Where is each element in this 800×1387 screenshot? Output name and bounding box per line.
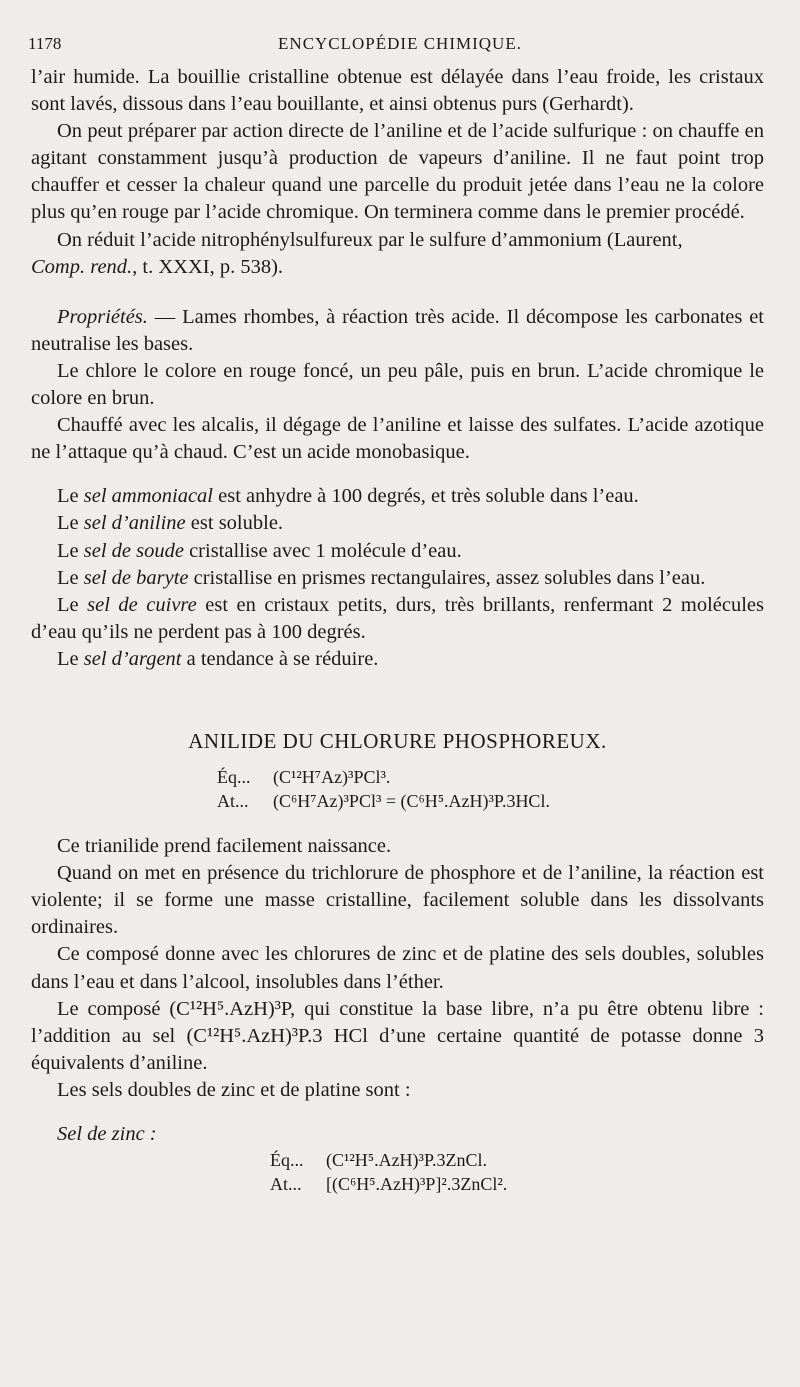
paragraph-chlorine: Le chlore le colore en rouge foncé, un peu pâle, puis en brun. L’acide chromique le colore en brun. [31, 359, 764, 410]
paragraph-properties: Propriétés. — Lames rhombes, à réaction très acide. Il décompose les carbonates et neutralise les bases. [31, 305, 764, 355]
page-header [28, 34, 772, 58]
zinc-formula-atomic: At... [(C⁶H⁵.AzH)³P]².3ZnCl². [270, 1174, 508, 1195]
paragraph-alkalis: Chauffé avec les alcalis, il dégage de l’aniline et laisse des sulfates. L’acide azotique ne l’attaque qu’à chaud. C’est un acide monobasique. [31, 414, 764, 464]
salt-cuivre: Le sel de cuivre est en cristaux petits, durs, très brillants, renfermant 2 molécules d’eau qu’ils ne perdent pas à 100 degrés. [31, 593, 765, 643]
paragraph-double-salts: Ce composé donne avec les chlorures de zinc et de platine des sels doubles, solubles dans l’eau et dans l’alcool, insolubles dans l’éther. [31, 943, 764, 993]
zinc-formula-equivalent: Éq... (C¹²H⁵.AzH)³P.3ZnCl. [270, 1150, 487, 1171]
properties-heading: Propriétés. [57, 305, 148, 328]
page-number: 1178 [28, 34, 62, 53]
salt-soude: Le sel de soude cristallise avec 1 molécule d’eau. [57, 539, 462, 562]
salt-aniline: Le sel d’aniline est soluble. [57, 512, 284, 535]
paragraph-reaction: Quand on met en présence du trichlorure de phosphore et de l’aniline, la réaction est violente; il se forme une masse cristalline, facilement soluble dans les dissolvants ordinaires. [31, 862, 764, 939]
salt-baryte: Le sel de baryte cristallise en prismes rectangulaires, assez solubles dans l’eau. [57, 566, 706, 589]
formula-atomic: At... (C⁶H⁷Az)³PCl³ = (C⁶H⁵.AzH)³P.3HCl. [217, 791, 550, 812]
salt-ammoniacal: Le sel ammoniacal est anhydre à 100 degrés, et très soluble dans l’eau. [57, 485, 639, 508]
paragraph-direct-preparation: On peut préparer par action directe de l’aniline et de l’acide sulfurique : on chauffe en agitant constamment jusqu’à production de vapeurs d’aniline. Il ne faut point trop chauffer et cesser la chaleur quand une parcelle du produit jetée dans l’eau ne la colore plus qu’en rouge par l’acide chromique. On terminera comme dans le premier procédé. [31, 120, 764, 224]
running-title: ENCYCLOPÉDIE CHIMIQUE. [278, 34, 522, 53]
paragraph-free-base: Le composé (C¹²H⁵.AzH)³P, qui constitue la base libre, n’a pu être obtenu libre : l’addition au sel (C¹²H⁵.AzH)³P.3 HCl d’une certaine quantité de potasse donne 3 équivalents d’aniline. [31, 997, 764, 1074]
salt-argent: Le sel d’argent a tendance à se réduire. [57, 647, 379, 670]
paragraph-reduction: On réduit l’acide nitrophénylsulfureux par le sulfure d’ammonium (Laurent, Comp. rend., t. XXXI, p. 538). [31, 228, 683, 278]
paragraph-continuation: l’air humide. La bouillie cristalline obtenue est délayée dans l’eau froide, les cristaux sont lavés, dissous dans l’eau bouillante, et ainsi obtenus purs (Gerhardt). [31, 66, 764, 116]
paragraph-list-intro: Les sels doubles de zinc et de platine sont : [57, 1078, 411, 1101]
section-title: ANILIDE DU CHLORURE PHOSPHOREUX. [188, 728, 607, 753]
page-body [31, 64, 764, 1196]
paragraph-trianilide: Ce trianilide prend facilement naissance. [57, 835, 392, 858]
citation-journal: Comp. rend. [31, 255, 133, 278]
zinc-heading: Sel de zinc : [57, 1123, 157, 1145]
formula-equivalent: Éq... (C¹²H⁷Az)³PCl³. [217, 767, 391, 788]
